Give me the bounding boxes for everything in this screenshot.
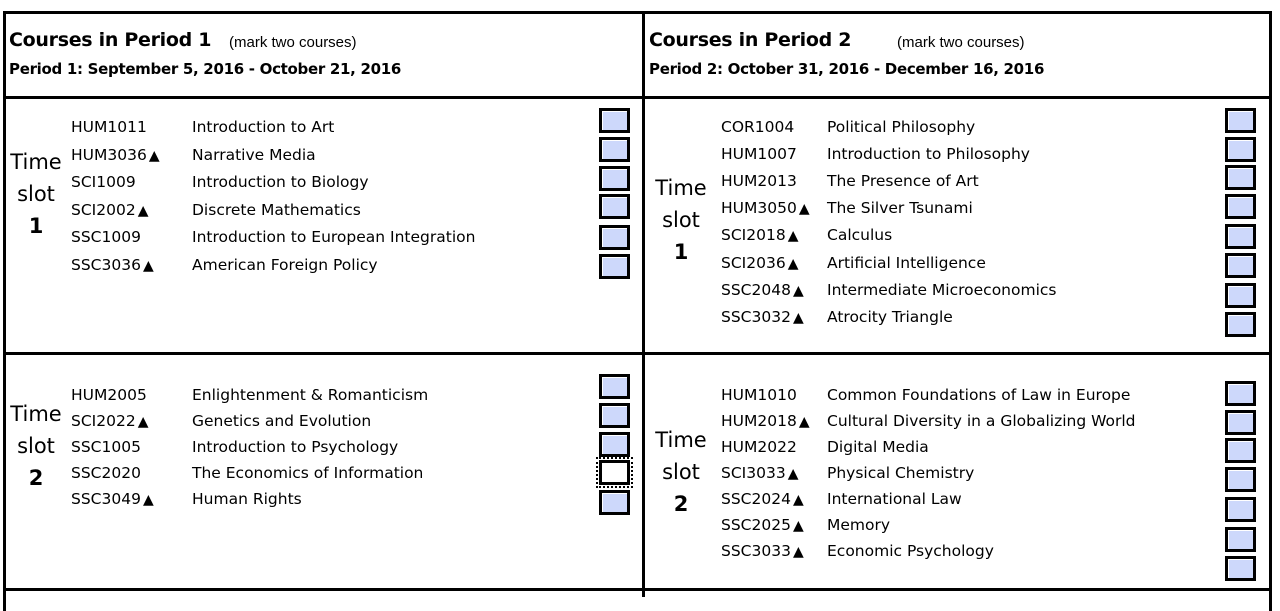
triangle-up-icon: ▲ (792, 310, 804, 326)
course-checkbox-ssc1005[interactable] (599, 432, 630, 457)
course-code-text: SCI3033 (721, 464, 786, 482)
course-checkbox-hum2005[interactable] (599, 374, 630, 399)
course-name: American Foreign Policy (192, 256, 378, 274)
course-code-text: SSC2025 (721, 516, 791, 534)
course-code-text: SSC3049 (71, 490, 141, 508)
course-checkbox-hum1007[interactable] (1225, 137, 1256, 162)
header-divider (3, 96, 1272, 99)
course-code (721, 385, 797, 405)
course-code (721, 463, 798, 484)
triangle-up-icon: ▲ (142, 492, 154, 508)
label-number: 2 (28, 466, 44, 490)
period-2-dates: Period 2: October 31, 2016 - December 16, 2016 (649, 60, 1045, 78)
label-line: Time (10, 150, 62, 174)
label-number: 1 (28, 214, 44, 238)
triangle-up-icon: ▲ (787, 256, 799, 272)
label-line: slot (17, 182, 55, 206)
course-code-text: HUM2005 (71, 386, 147, 404)
form-frame (3, 11, 1272, 611)
period-1-dates: Period 1: September 5, 2016 - October 21, 2016 (9, 60, 402, 78)
course-name: International Law (827, 490, 962, 508)
course-checkbox-ssc3033[interactable] (1225, 556, 1256, 581)
p2-timeslot-1-label (653, 172, 709, 268)
course-checkbox-hum2018[interactable] (1225, 410, 1256, 435)
course-code (721, 411, 810, 432)
course-code-text: HUM2022 (721, 438, 797, 456)
course-name: Discrete Mathematics (192, 201, 361, 219)
course-code-text: HUM2018 (721, 412, 797, 430)
course-code-text: SSC3032 (721, 308, 791, 326)
course-code-text: COR1004 (721, 118, 795, 136)
course-checkbox-sci3033[interactable] (1225, 467, 1256, 492)
course-name: Digital Media (827, 438, 929, 456)
course-code-text: SCI1009 (71, 173, 136, 191)
course-checkbox-ssc2024[interactable] (1225, 497, 1256, 522)
period-1-title: Courses in Period 1 (9, 29, 212, 51)
course-code-text: SCI2002 (71, 201, 136, 219)
p1-timeslot-2-label (8, 398, 64, 494)
bottom-divider (3, 588, 1272, 591)
course-code-text: HUM2013 (721, 172, 797, 190)
course-name: The Presence of Art (827, 172, 979, 190)
slot-divider (3, 352, 1272, 355)
p1-timeslot-1-label (8, 146, 64, 242)
course-code (721, 515, 804, 536)
course-code-text: SSC1005 (71, 438, 141, 456)
course-code (721, 171, 797, 191)
course-code-text: SSC2020 (71, 464, 141, 482)
course-code (71, 255, 154, 276)
course-code (721, 225, 798, 246)
course-code (71, 463, 141, 483)
course-code-text: HUM1011 (71, 118, 147, 136)
course-name: Physical Chemistry (827, 464, 975, 482)
triangle-up-icon: ▲ (792, 544, 804, 560)
course-checkbox-sci2022[interactable] (599, 403, 630, 428)
label-line: slot (662, 208, 700, 232)
course-checkbox-sci2036[interactable] (1225, 253, 1256, 278)
course-code (71, 437, 141, 457)
triangle-up-icon: ▲ (792, 492, 804, 508)
triangle-up-icon: ▲ (137, 414, 149, 430)
label-line: slot (17, 434, 55, 458)
course-checkbox-sci1009[interactable] (599, 166, 630, 191)
p2-timeslot-2-label (653, 424, 709, 520)
course-name: Introduction to European Integration (192, 228, 476, 246)
course-checkbox-ssc3049[interactable] (599, 490, 630, 515)
course-checkbox-hum1010[interactable] (1225, 381, 1256, 406)
course-name: Common Foundations of Law in Europe (827, 386, 1131, 404)
course-code (721, 541, 804, 562)
course-name: The Economics of Information (192, 464, 424, 482)
course-code-text: SSC2048 (721, 281, 791, 299)
label-number: 2 (673, 492, 689, 516)
course-name: Introduction to Biology (192, 173, 369, 191)
course-code-text: SSC1009 (71, 228, 141, 246)
course-code-text: SSC2024 (721, 490, 791, 508)
course-code (71, 489, 154, 510)
course-checkbox-hum3050[interactable] (1225, 194, 1256, 219)
course-code (71, 227, 141, 247)
course-code (721, 307, 804, 328)
course-checkbox-sci2018[interactable] (1225, 224, 1256, 249)
triangle-up-icon: ▲ (798, 414, 810, 430)
course-code (721, 437, 797, 457)
course-checkbox-ssc1009[interactable] (599, 225, 630, 250)
label-line: Time (655, 428, 707, 452)
course-code (71, 200, 148, 221)
course-checkbox-hum2013[interactable] (1225, 165, 1256, 190)
label-line: Time (655, 176, 707, 200)
triangle-up-icon: ▲ (798, 201, 810, 217)
triangle-up-icon: ▲ (142, 258, 154, 274)
course-checkbox-ssc2025[interactable] (1225, 527, 1256, 552)
triangle-up-icon: ▲ (792, 518, 804, 534)
course-name: Calculus (827, 226, 893, 244)
course-code-text: SCI2036 (721, 254, 786, 272)
course-code (71, 117, 147, 137)
course-checkbox-ssc2020[interactable] (599, 460, 630, 485)
course-name: Introduction to Art (192, 118, 335, 136)
period-1-instruction: (mark two courses) (229, 34, 357, 51)
course-code (721, 253, 798, 274)
course-code (721, 117, 794, 137)
course-name: Introduction to Psychology (192, 438, 399, 456)
course-code-text: SCI2022 (71, 412, 136, 430)
course-code-text: SSC3033 (721, 542, 791, 560)
period-2-title: Courses in Period 2 (649, 29, 852, 51)
course-name: Intermediate Microeconomics (827, 281, 1057, 299)
course-code (71, 411, 148, 432)
course-checkbox-hum1011[interactable] (599, 108, 630, 133)
course-checkbox-sci2002[interactable] (599, 194, 630, 219)
course-name: Atrocity Triangle (827, 308, 953, 326)
course-code-text: HUM1010 (721, 386, 797, 404)
course-name: Economic Psychology (827, 542, 994, 560)
course-code (71, 145, 160, 166)
triangle-up-icon: ▲ (792, 283, 804, 299)
course-code-text: SSC3036 (71, 256, 141, 274)
course-name: Political Philosophy (827, 118, 976, 136)
course-name: Memory (827, 516, 891, 534)
course-name: Enlightenment & Romanticism (192, 386, 429, 404)
course-code-text: HUM3036 (71, 146, 147, 164)
triangle-up-icon: ▲ (148, 148, 160, 164)
label-line: slot (662, 460, 700, 484)
course-checkbox-ssc2048[interactable] (1225, 283, 1256, 308)
course-name: Human Rights (192, 490, 302, 508)
course-code-text: HUM1007 (721, 145, 797, 163)
course-name: Genetics and Evolution (192, 412, 372, 430)
course-code-text: SCI2018 (721, 226, 786, 244)
course-name: Artificial Intelligence (827, 254, 986, 272)
course-code (721, 198, 810, 219)
course-code (721, 489, 804, 510)
course-checkbox-hum2022[interactable] (1225, 438, 1256, 463)
triangle-up-icon: ▲ (137, 203, 149, 219)
label-number: 1 (673, 240, 689, 264)
course-name: Narrative Media (192, 146, 316, 164)
triangle-up-icon: ▲ (787, 466, 799, 482)
course-name: Cultural Diversity in a Globalizing World (827, 412, 1136, 430)
course-code (721, 144, 797, 164)
label-line: Time (10, 402, 62, 426)
course-code-text: HUM3050 (721, 199, 797, 217)
course-name: Introduction to Philosophy (827, 145, 1030, 163)
triangle-up-icon: ▲ (787, 228, 799, 244)
course-checkbox-ssc3036[interactable] (599, 254, 630, 279)
course-checkbox-hum3036[interactable] (599, 137, 630, 162)
course-code (71, 172, 136, 192)
course-code (71, 385, 147, 405)
course-checkbox-cor1004[interactable] (1225, 108, 1256, 133)
course-name: The Silver Tsunami (827, 199, 973, 217)
period-2-instruction: (mark two courses) (897, 34, 1025, 51)
course-checkbox-ssc3032[interactable] (1225, 312, 1256, 337)
course-code (721, 280, 804, 301)
